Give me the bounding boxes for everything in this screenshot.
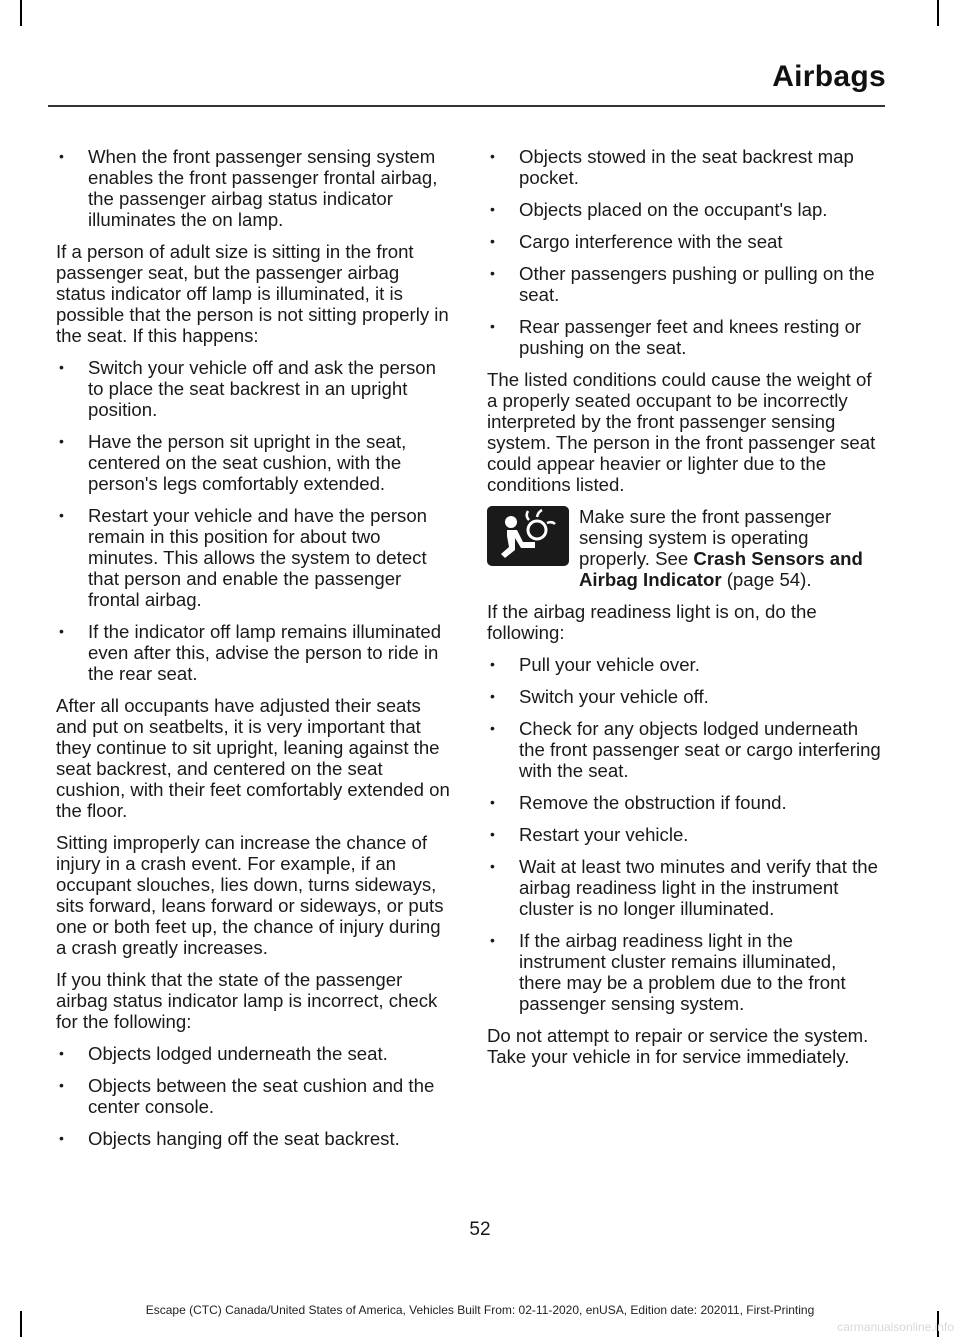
list-item: • Other passengers pushing or pulling on the seat. [490, 263, 875, 305]
crash-sensors-link[interactable]: Crash Sensors and Airbag Indicator [579, 548, 863, 590]
paragraph: Do not attempt to repair or service the system. Take your vehicle in for service immediately. [487, 1025, 869, 1067]
list-item: • Switch your vehicle off and ask the person to place the seat backrest in an upright position. [59, 357, 436, 420]
bullet-icon: • [490, 233, 495, 249]
list-item: • Pull your vehicle over. [490, 654, 700, 675]
list-item: • Restart your vehicle and have the person remain in this position for about two minutes. This allows the system to detect that person and enable the passenger frontal airbag. [59, 505, 428, 610]
bullet-icon: • [490, 656, 495, 672]
list-item: • Objects hanging off the seat backrest. [59, 1128, 400, 1149]
bullet-icon: • [59, 1130, 64, 1146]
paragraph: If the airbag readiness light is on, do the following: [487, 601, 817, 643]
bullet-icon: • [490, 720, 495, 736]
bullet-icon: • [59, 148, 64, 164]
bullet-icon: • [490, 201, 495, 217]
check-list-continued [487, 146, 882, 358]
list-item: • Objects between the seat cushion and the center console. [59, 1075, 435, 1117]
header-divider [48, 105, 885, 107]
list-item: • Objects placed on the occupant's lap. [490, 199, 828, 220]
list-item: • If the airbag readiness light in the instrument cluster remains illuminated, there may be a problem due to the front passenger sensing system. [490, 930, 846, 1014]
bullet-icon: • [490, 794, 495, 810]
crop-mark-top-left [20, 0, 22, 26]
bullet-icon: • [490, 688, 495, 704]
bullet-icon: • [490, 318, 495, 334]
list-item: • Cargo interference with the seat [490, 231, 783, 252]
intro-bullet-list [56, 146, 450, 230]
page-number: 52 [469, 1219, 491, 1240]
list-item: • Objects lodged underneath the seat. [59, 1043, 388, 1064]
paragraph: After all occupants have adjusted their seats and put on seatbelts, it is very important that they continue to sit upright, leaning against the seat backrest, and centered on the seat cushion, with their feet comfortably extended on the floor. [56, 695, 450, 821]
bullet-icon: • [59, 1045, 64, 1061]
list-item: • If the indicator off lamp remains illuminated even after this, advise the person to ride in the rear seat. [59, 621, 442, 684]
footer-text: Escape (CTC) Canada/United States of America, Vehicles Built From: 02-11-2020, enUSA, Edition date: 202011, First-Printing [145, 1303, 815, 1317]
list-item: • Restart your vehicle. [490, 824, 689, 845]
list-item: • Rear passenger feet and knees resting or pushing on the seat. [490, 316, 862, 358]
crop-mark-top-right [937, 0, 939, 26]
bullet-icon: • [490, 826, 495, 842]
list-item: • Have the person sit upright in the seat, centered on the seat cushion, with the person's legs comfortably extended. [59, 431, 407, 494]
bullet-icon: • [59, 433, 64, 449]
corrective-steps-list [56, 357, 450, 684]
paragraph: The listed conditions could cause the weight of a properly seated occupant to be incorrectly interpreted by the front passenger sensing system. The person in the front passenger seat could appear heavier or lighter due to the conditions listed. [487, 369, 876, 495]
readiness-steps-list [487, 654, 882, 1014]
bullet-icon: • [490, 858, 495, 874]
right-column [487, 146, 882, 1078]
airbag-note: Make sure the front passenger sensing system is operating properly. See Crash Sensors and Airbag Indicator (page 54). [487, 506, 882, 590]
paragraph: If a person of adult size is sitting in the front passenger seat, but the passenger airbag status indicator off lamp is illuminated, it is possible that the person is not sitting properly in the seat. If this happens: [56, 241, 449, 346]
bullet-icon: • [490, 148, 495, 164]
bullet-icon: • [59, 623, 64, 639]
list-item: • When the front passenger sensing system enables the front passenger frontal airbag, the passenger airbag status indicator illuminates the on lamp. [59, 146, 438, 230]
list-item: • Switch your vehicle off. [490, 686, 709, 707]
list-item: • Check for any objects lodged underneath the front passenger seat or cargo interfering with the seat. [490, 718, 881, 781]
page-title: Airbags [772, 60, 886, 93]
airbag-warning-icon [487, 506, 569, 566]
list-item: • Wait at least two minutes and verify that the airbag readiness light in the instrument cluster is no longer illuminated. [490, 856, 878, 919]
list-item: • Remove the obstruction if found. [490, 792, 787, 813]
bullet-icon: • [490, 265, 495, 281]
bullet-icon: • [490, 932, 495, 948]
watermark: carmanualsonline.info [837, 1320, 954, 1334]
bullet-icon: • [59, 359, 64, 375]
paragraph: If you think that the state of the passenger airbag status indicator lamp is incorrect, check for the following: [56, 969, 438, 1032]
check-list [56, 1043, 450, 1149]
bullet-icon: • [59, 507, 64, 523]
list-item: • Objects stowed in the seat backrest map pocket. [490, 146, 854, 188]
paragraph: Sitting improperly can increase the chance of injury in a crash event. For example, if an occupant slouches, lies down, turns sideways, sits forward, leans forward or sideways, or puts one or both feet up, the chance of injury during a crash greatly increases. [56, 832, 444, 958]
bullet-icon: • [59, 1077, 64, 1093]
left-column [56, 146, 450, 1160]
